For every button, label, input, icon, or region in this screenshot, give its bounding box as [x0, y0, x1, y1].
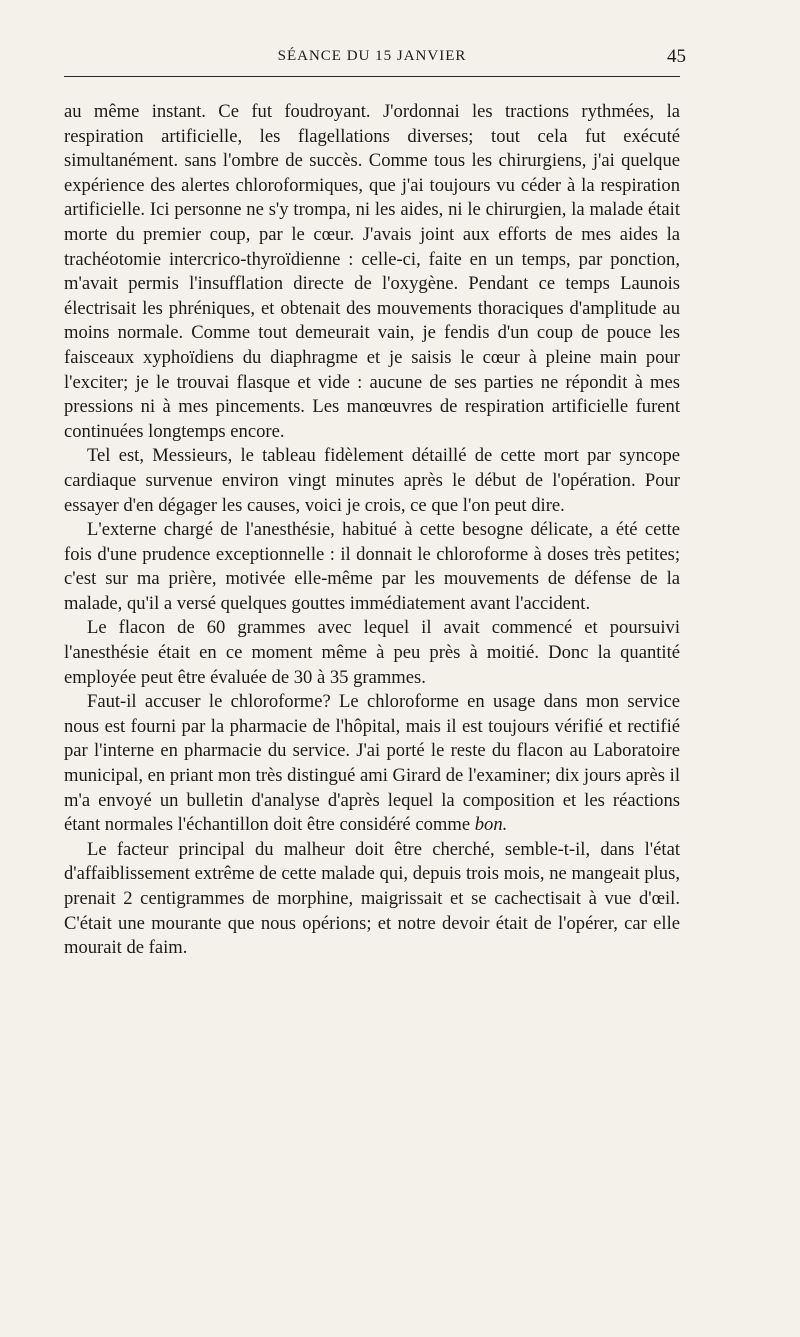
paragraph-text: L'externe chargé de l'anesthésie, habitué à cette besogne délicate, a été cette fois d'une prudence exceptionnelle : il donnait le chloroforme à doses très petites; c'est sur ma prière, motivée elle-même par les mouvements de défense de la malade, qu'il a versé quelques gouttes immédiatement avant l'accident. — [64, 519, 680, 614]
page-number: 45 — [667, 46, 686, 67]
running-title: SÉANCE DU 15 JANVIER — [277, 48, 467, 64]
paragraph-text: Faut-il accuser le chloroforme? Le chloroforme en usage dans mon service nous est fourni par la pharmacie de l'hôpital, mais il est toujours vérifié et rectifié par l'interne en pharmacie du service. J'ai porté le reste du flacon au Laboratoire municipal, en priant mon très distingué ami Girard de l'examiner; dix jours après il m'a envoyé un bulletin d'analyse d'après lequel la composition et les réactions étant normales l'échantillon doit être considéré comme — [64, 691, 680, 836]
page-header — [64, 46, 686, 70]
body-text — [64, 100, 680, 961]
paragraph — [64, 616, 680, 690]
paragraph — [64, 100, 680, 444]
paragraph-text: Le facteur principal du malheur doit être cherché, semble-t-il, dans l'état d'affaiblissement extrême de cette malade qui, depuis trois mois, ne mangeait plus, prenait 2 centigrammes de morphine, maigrissait et se cachectisait à vue d'œil. C'était une mourante que nous opérions; et notre devoir était de l'opérer, car elle mourait de faim. — [64, 838, 680, 959]
paragraph-text: Tel est, Messieurs, le tableau fidèlement détaillé de cette mort par syncope cardiaque survenue environ vingt minutes après le début de l'opération. Pour essayer d'en dégager les causes, voici je crois, ce que l'on peut dire. — [64, 445, 680, 516]
paragraph-text: au même instant. Ce fut foudroyant. J'ordonnai les tractions rythmées, la respiration artificielle, les flagellations diverses; tout cela fut exécuté simultanément. sans l'ombre de succès. Comme tous les chirurgiens, j'ai quelque expérience des alertes chloroformiques, que j'ai toujours vu céder à la respiration artificielle. Ici personne ne s'y trompa, ni les aides, ni le chirurgien, la malade était morte du premier coup, par le cœur. J'avais joint aux efforts de mes aides la trachéotomie intercrico-thyroïdienne : celle-ci, faite en un temps, par ponction, m'avait permis l'insufflation directe de l'oxygène. Pendant ce temps Launois électrisait les phréniques, et obtenait des mouvements thoraciques d'amplitude au moins normale. Comme tout demeurait vain, je fendis d'un coup de pouce les faisceaux xyphoïdiens du diaphragme et je saisis le cœur à pleine main pour l'exciter; je le trouvai flasque et vide : aucune de ses parties ne répondit à mes pressions ni à mes pincements. Les manœuvres de respiration artificielle furent continuées longtemps encore. — [64, 101, 680, 442]
paragraph — [64, 838, 680, 961]
italic-emphasis: bon. — [474, 814, 508, 836]
header-rule — [64, 76, 680, 77]
paragraph — [64, 518, 680, 616]
paragraph-text: Le flacon de 60 grammes avec lequel il avait commencé et poursuivi l'anesthésie était en ce moment même à peu près à moitié. Donc la quantité employée peut être évaluée de 30 à 35 grammes. — [64, 617, 680, 688]
paragraph — [64, 690, 680, 838]
paragraph — [64, 444, 680, 518]
